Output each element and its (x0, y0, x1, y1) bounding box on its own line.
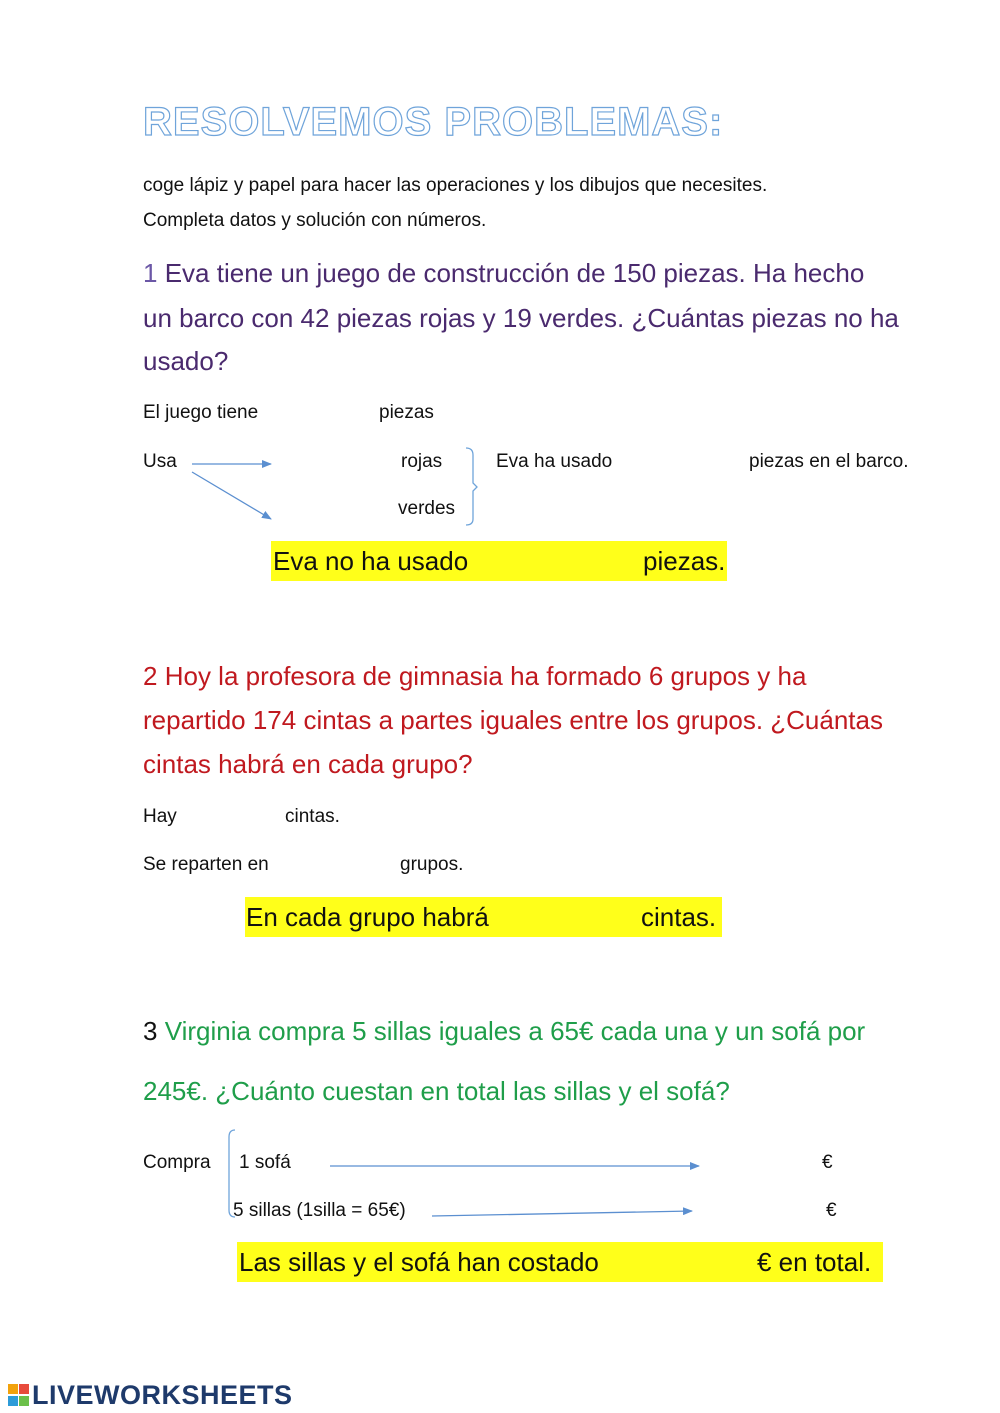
problem-3-number: 3 (143, 1016, 158, 1046)
p2-answer-suffix: cintas. (641, 902, 717, 932)
p1-row2-label: Usa (143, 451, 177, 472)
p1-row1-unit: piezas (379, 402, 434, 423)
p3-answer-prefix: Las sillas y el sofá han costado (239, 1247, 599, 1277)
p3-item-1-unit: € (822, 1152, 833, 1173)
instructions-line-2: Completa datos y solución con números. (143, 210, 487, 231)
problem-1-line-2: un barco con 42 piezas rojas y 19 verdes. ¿Cuántas piezas no ha (143, 303, 899, 333)
problem-2-text-1: Hoy la profesora de gimnasia ha formado 6 grupos y ha (164, 661, 807, 691)
p2-row1-unit: cintas. (285, 806, 340, 827)
p3-item-2-unit: € (826, 1200, 837, 1221)
p1-green-label: verdes (398, 498, 456, 519)
problem-1-line-3: usado? (143, 346, 229, 376)
p1-used-unit: piezas en el barco. (749, 451, 909, 472)
page-title: RESOLVEMOS PROBLEMAS: (143, 100, 724, 144)
problem-2-number: 2 (143, 661, 158, 691)
problem-2-line-3: cintas habrá en cada grupo? (143, 749, 473, 779)
liveworksheets-logo-icon (8, 1384, 30, 1408)
problem-3-text-1: Virginia compra 5 sillas iguales a 65€ cada una y un sofá por (164, 1016, 866, 1046)
p2-answer-prefix: En cada grupo habrá (246, 902, 489, 932)
instructions-line-1: coge lápiz y papel para hacer las operaciones y los dibujos que necesites. (143, 175, 768, 196)
p3-item-2: 5 sillas (1silla = 65€) (233, 1200, 406, 1221)
liveworksheets-logo-text: LIVEWORKSHEETS (32, 1380, 293, 1410)
problem-1-text-1: Eva tiene un juego de construcción de 150 piezas. Ha hecho (164, 258, 865, 288)
problem-2-line-2: repartido 174 cintas a partes iguales entre los grupos. ¿Cuántas (143, 705, 883, 735)
p3-arrow-chairs (432, 1211, 692, 1216)
p1-answer-prefix: Eva no ha usado (273, 546, 469, 576)
p3-item-1: 1 sofá (239, 1152, 291, 1173)
p1-right-bracket (466, 448, 477, 525)
p2-row1-label: Hay (143, 806, 177, 827)
problem-3-line-2: 245€. ¿Cuánto cuestan en total las sillas y el sofá? (143, 1076, 730, 1106)
problem-1-number: 1 (143, 258, 158, 288)
p1-arrow-green (192, 472, 271, 519)
p3-answer-suffix: € en total. (757, 1247, 872, 1277)
p3-row-label: Compra (143, 1152, 211, 1173)
p1-red-label: rojas (401, 451, 443, 472)
p1-row1-label: El juego tiene (143, 402, 259, 423)
p2-row2-unit: grupos. (400, 854, 464, 875)
p1-answer-suffix: piezas. (643, 546, 726, 576)
p2-row2-label: Se reparten en (143, 854, 269, 875)
p1-used-label: Eva ha usado (496, 451, 613, 472)
p3-left-bracket (229, 1130, 235, 1217)
